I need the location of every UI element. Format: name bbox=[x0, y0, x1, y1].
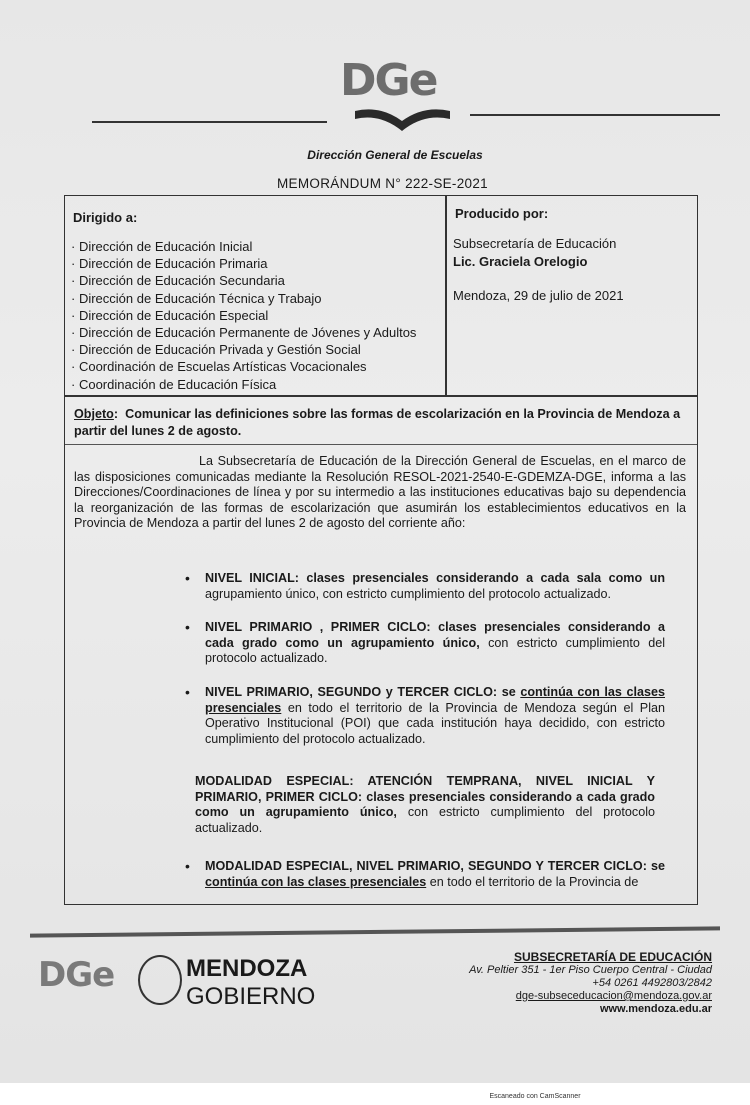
recipient-item: · Dirección de Educación Permanente de Jóvenes y Adultos bbox=[71, 324, 416, 341]
intro-paragraph: La Subsecretaría de Educación de la Dirección General de Escuelas, en el marco de las disposiciones comunicadas mediante la Resolución RESOL-2021-2540-E-GDEMZA-DGE, informa a las Direcciones/Coordinaciones de línea y por su intermedio a las instituciones educativas bajo su dependencia la reorganización de las formas de escolarización que asumirán los establecimientos educativos en la Provincia de Mendoza a partir del lunes 2 de agosto del corriente año: bbox=[74, 454, 686, 531]
objeto-label: Objeto bbox=[74, 407, 114, 421]
recipient-item: · Dirección de Educación Técnica y Trabajo bbox=[71, 290, 416, 307]
recipient-item: · Coordinación de Escuelas Artísticas Vocacionales bbox=[71, 358, 416, 375]
producer-office: Subsecretaría de Educación bbox=[453, 236, 617, 251]
divider-horizontal bbox=[65, 395, 697, 397]
recipient-item: · Dirección de Educación Primaria bbox=[71, 255, 416, 272]
recipient-item: · Dirección de Educación Privada y Gestión Social bbox=[71, 341, 416, 358]
dge-footer-logo: DGe bbox=[38, 955, 115, 995]
objeto-text: Comunicar las definiciones sobre las formas de escolarización en la Provincia de Mendoza a partir del lunes 2 de agosto. bbox=[74, 407, 681, 438]
recipients-label: Dirigido a: bbox=[73, 210, 138, 225]
mendoza-label: MENDOZA bbox=[186, 955, 308, 982]
memo-date: Mendoza, 29 de julio de 2021 bbox=[453, 288, 624, 303]
level-item-special: • MODALIDAD ESPECIAL, NIVEL PRIMARIO, SEGUNDO Y TERCER CICLO: se continúa con las clases presenciales en todo el territorio de la Provincia de bbox=[185, 858, 665, 889]
level-item: • NIVEL PRIMARIO , PRIMER CICLO: clases presenciales considerando a cada grado como un agrupamiento único, con estricto cumplimiento del protocolo actualizado. bbox=[185, 619, 666, 666]
divider-horizontal-objeto bbox=[65, 444, 697, 445]
recipient-item: · Coordinación de Educación Física bbox=[71, 376, 416, 393]
direction-name: Dirección General de Escuelas bbox=[307, 148, 483, 162]
footer-email: dge-subseceducacion@mendoza.gov.ar bbox=[515, 990, 712, 1002]
special-modality-paragraph: MODALIDAD ESPECIAL: ATENCIÓN TEMPRANA, NIVEL INICIAL Y PRIMARIO, PRIMER CICLO: clases presenciales considerando a cada grado como un agrupamiento único, con estricto cumplimiento del protocolo actualizado. bbox=[195, 774, 655, 835]
header-rule-left bbox=[92, 121, 327, 123]
level-item: • NIVEL PRIMARIO, SEGUNDO y TERCER CICLO: se continúa con las clases presenciales en todo el territorio de la Provincia de Mendoza según el Plan Operativo Institucional (POI) que cada institución haya decidido, con estricto cumplimiento del protocolo actualizado. bbox=[185, 683, 666, 746]
scanner-note: Escaneado con CamScanner bbox=[489, 1093, 581, 1100]
footer-address: Av. Peltier 351 - 1er Piso Cuerpo Central - Ciudad bbox=[469, 964, 712, 976]
producer-name: Lic. Graciela Orelogio bbox=[453, 254, 588, 269]
gobierno-label: GOBIERNO bbox=[186, 983, 316, 1010]
footer-band bbox=[30, 926, 720, 937]
recipient-item: · Dirección de Educación Inicial bbox=[71, 238, 416, 255]
provincial-seal-icon bbox=[138, 955, 182, 1005]
level-list bbox=[185, 570, 666, 765]
footer-phone: +54 0261 4492803/2842 bbox=[592, 977, 712, 989]
recipient-item: · Dirección de Educación Especial bbox=[71, 307, 416, 324]
memo-title: MEMORÁNDUM N° 222-SE-2021 bbox=[277, 176, 488, 191]
footer-subsecretaria: SUBSECRETARÍA DE EDUCACIÓN bbox=[513, 950, 712, 964]
recipients-list bbox=[71, 238, 416, 393]
footer-contact bbox=[469, 951, 712, 1016]
dge-logo-text: DGe bbox=[340, 55, 437, 106]
divider-vertical bbox=[445, 196, 447, 395]
dge-logo bbox=[340, 55, 480, 140]
level-item: • NIVEL INICIAL: clases presenciales considerando a cada sala como un agrupamiento único, con estricto cumplimiento del protocolo actualizado. bbox=[185, 570, 666, 601]
recipient-item: · Dirección de Educación Secundaria bbox=[71, 272, 416, 289]
memo-box bbox=[64, 195, 698, 905]
producer-label: Producido por: bbox=[455, 206, 549, 221]
objeto-paragraph: Objeto: Comunicar las definiciones sobre las formas de escolarización en la Provincia de Mendoza a partir del lunes 2 de agosto. bbox=[74, 407, 681, 438]
footer-website: www.mendoza.edu.ar bbox=[599, 1003, 712, 1015]
book-icon bbox=[340, 103, 480, 143]
header-rule-right bbox=[470, 114, 720, 116]
